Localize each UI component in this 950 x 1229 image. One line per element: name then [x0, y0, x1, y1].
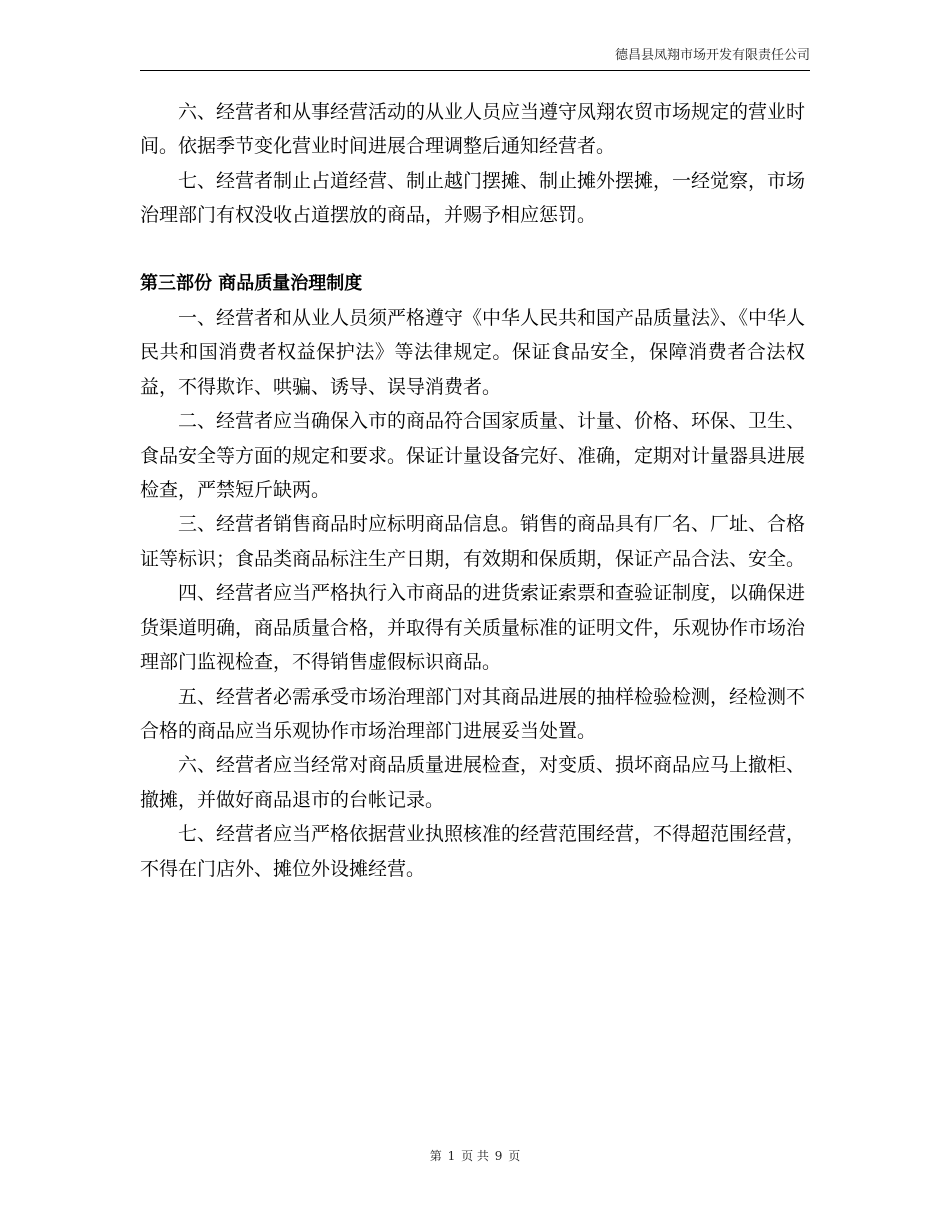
- header-company-name: 德昌县凤翔市场开发有限责任公司: [614, 48, 810, 63]
- paragraph-quality-4: 四、经营者应当严格执行入市商品的进货索证索票和查验证制度，以确保进货渠道明确，商品质量合格，并取得有关质量标准的证明文件，乐观协作市场治理部门监视检查，不得销售虚假标识商品。: [140, 582, 806, 674]
- paragraph-quality-3: 三、经营者销售商品时应标明商品信息。销售的商品具有厂名、厂址、合格证等标识；食品类商品标注生产日期，有效期和保质期，保证产品合法、安全。: [140, 513, 806, 570]
- footer-middle: 页 共: [461, 1149, 489, 1163]
- header-divider: [140, 70, 810, 71]
- footer-total-pages: 9: [494, 1149, 503, 1163]
- paragraph-quality-7: 七、经营者应当严格依据营业执照核准的经营范围经营，不得超范围经营，不得在门店外、摊位外设摊经营。: [140, 823, 806, 880]
- footer-prefix: 第: [429, 1149, 442, 1163]
- section-title: 第三部份 商品质量治理制度: [140, 272, 363, 294]
- paragraph-quality-6: 六、经营者应当经常对商品质量进展检查，对变质、损坏商品应马上撤柜、撤摊，并做好商品退市的台帐记录。: [140, 754, 806, 811]
- footer-suffix: 页: [508, 1149, 521, 1163]
- footer-current-page: 1: [447, 1149, 456, 1163]
- paragraph-quality-2: 二、经营者应当确保入市的商品符合国家质量、计量、价格、环保、卫生、食品安全等方面的规定和要求。保证计量设备完好、准确，定期对计量器具进展检查，严禁短斤缺两。: [140, 410, 806, 502]
- paragraph-quality-5: 五、经营者必需承受市场治理部门对其商品进展的抽样检验检测，经检测不合格的商品应当乐观协作市场治理部门进展妥当处置。: [140, 685, 806, 742]
- paragraph-quality-1: 一、经营者和从业人员须严格遵守《中华人民共和国产品质量法》、《中华人民共和国消费者权益保护法》等法律规定。保证食品安全，保障消费者合法权益，不得欺诈、哄骗、诱导、误导消费者。: [140, 307, 806, 398]
- page-number-footer: [0, 1147, 950, 1164]
- paragraph-rule-7: 七、经营者制止占道经营、制止越门摆摊、制止摊外摆摊，一经觉察，市场治理部门有权没收占道摆放的商品，并赐予相应惩罚。: [140, 169, 806, 227]
- document-body: [140, 95, 805, 886]
- paragraph-rule-6: 六、经营者和从事经营活动的从业人员应当遵守凤翔农贸市场规定的营业时间。依据季节变化营业时间进展合理调整后通知经营者。: [140, 101, 806, 158]
